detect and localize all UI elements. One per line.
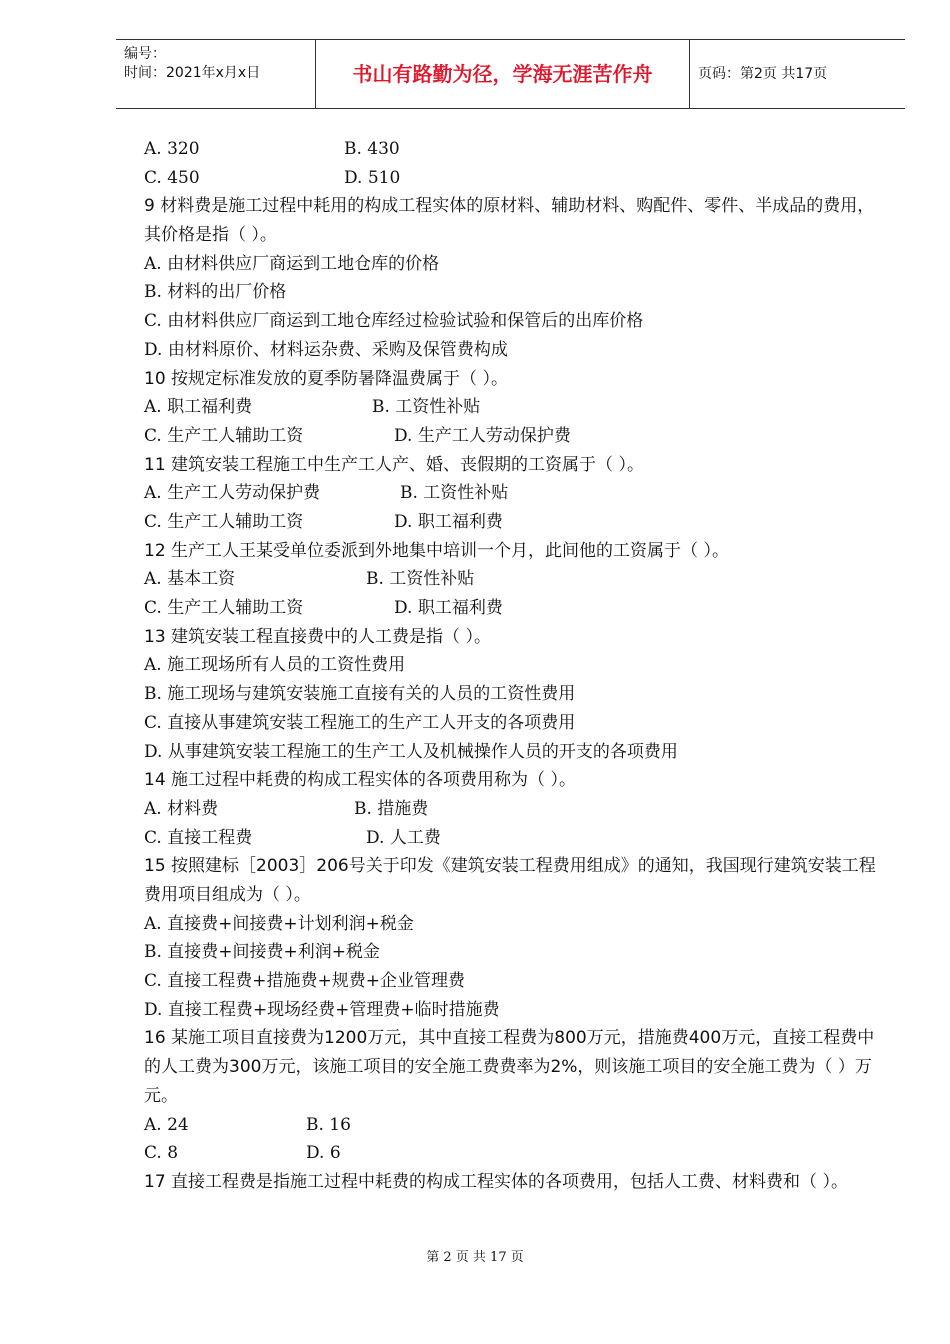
option-c: C. 8 bbox=[144, 1143, 179, 1164]
question-stem: 13 建筑安装工程直接费中的人工费是指（ ）。 bbox=[144, 626, 491, 647]
option-row bbox=[144, 738, 884, 767]
option-a: A. 材料费 bbox=[144, 798, 219, 819]
option-row bbox=[144, 1111, 884, 1140]
option-a: A. 直接费+间接费+计划利润+税金 bbox=[144, 913, 414, 934]
option-c: C. 直接从事建筑安装工程施工的生产工人开支的各项费用 bbox=[144, 712, 576, 733]
page-footer: 第 2 页 共 17 页 bbox=[426, 1250, 524, 1265]
option-row bbox=[144, 795, 884, 824]
question-content bbox=[144, 135, 884, 1197]
option-b: B. 工资性补贴 bbox=[372, 397, 481, 418]
option-row bbox=[144, 250, 884, 279]
question-stem: 15 按照建标［2003］206号关于印发《建筑安装工程费用组成》的通知，我国现行建筑安装工程费用项目组成为（ ）。 bbox=[144, 856, 876, 905]
question-stem: 14 施工过程中耗费的构成工程实体的各项费用称为（ ）。 bbox=[144, 770, 576, 791]
option-row bbox=[144, 651, 884, 680]
option-c: C. 生产工人辅助工资 bbox=[144, 425, 304, 446]
option-row bbox=[144, 680, 884, 709]
option-a: A. 320 bbox=[144, 139, 200, 159]
option-c: C. 直接工程费 bbox=[144, 827, 253, 848]
header-meta bbox=[116, 40, 316, 108]
option-row bbox=[144, 508, 884, 537]
option-row bbox=[144, 709, 884, 738]
option-d: D. 直接工程费+现场经费+管理费+临时措施费 bbox=[144, 999, 500, 1020]
question-stem: 17 直接工程费是指施工过程中耗费的构成工程实体的各项费用，包括人工费、材料费和（ ）。 bbox=[144, 1171, 848, 1192]
option-d: D. 由材料原价、材料运杂费、采购及保管费构成 bbox=[144, 339, 508, 360]
option-d: D. 人工费 bbox=[366, 827, 441, 848]
option-c: C. 直接工程费+措施费+规费+企业管理费 bbox=[144, 971, 465, 992]
option-row bbox=[144, 1139, 884, 1168]
option-b: B. 工资性补贴 bbox=[400, 483, 509, 504]
page-label: 页码：第2页 共17页 bbox=[698, 66, 828, 82]
option-b: B. 16 bbox=[306, 1114, 351, 1135]
question-stem: 12 生产工人王某受单位委派到外地集中培训一个月，此间他的工资属于（ ）。 bbox=[144, 540, 729, 561]
option-b: B. 措施费 bbox=[354, 798, 429, 819]
option-c: C. 由材料供应厂商运到工地仓库经过检验试验和保管后的出库价格 bbox=[144, 311, 644, 332]
option-b: B. 工资性补贴 bbox=[366, 569, 475, 590]
option-a: A. 由材料供应厂商运到工地仓库的价格 bbox=[144, 253, 440, 274]
option-row bbox=[144, 967, 884, 996]
time-label: 时间：2021年x月x日 bbox=[124, 65, 261, 81]
option-a: A. 24 bbox=[144, 1114, 189, 1135]
option-row bbox=[144, 910, 884, 939]
option-row bbox=[144, 336, 884, 365]
option-a: A. 职工福利费 bbox=[144, 397, 253, 418]
option-d: D. 510 bbox=[344, 167, 401, 188]
option-row bbox=[144, 307, 884, 336]
option-row bbox=[144, 278, 884, 307]
option-d: D. 生产工人劳动保护费 bbox=[394, 425, 571, 446]
option-row bbox=[144, 938, 884, 967]
option-d: D. 职工福利费 bbox=[394, 512, 503, 532]
option-a: A. 施工现场所有人员的工资性费用 bbox=[144, 655, 406, 676]
option-c: C. 450 bbox=[144, 167, 200, 188]
option-row bbox=[144, 135, 884, 164]
code-label: 编号： bbox=[124, 46, 166, 62]
option-d: D. 职工福利费 bbox=[394, 598, 503, 619]
option-b: B. 430 bbox=[344, 139, 400, 159]
option-d: D. 6 bbox=[306, 1143, 341, 1164]
option-b: B. 施工现场与建筑安装施工直接有关的人员的工资性费用 bbox=[144, 684, 576, 705]
question-stem: 9 材料费是施工过程中耗用的构成工程实体的原材料、辅助材料、购配件、零件、半成品的费用，其价格是指（ ）。 bbox=[144, 196, 875, 246]
option-row bbox=[144, 594, 884, 623]
question-stem: 16 某施工项目直接费为1200万元，其中直接工程费为800万元，措施费400万元，直接工程费中的人工费为300万元，该施工项目的安全施工费费率为2%，则该施工项目的安全施工费为（ ）万元。 bbox=[144, 1028, 875, 1106]
question-stem: 10 按规定标准发放的夏季防暑降温费属于（ ）。 bbox=[144, 368, 508, 389]
option-row bbox=[144, 393, 884, 422]
option-c: C. 生产工人辅助工资 bbox=[144, 598, 304, 619]
option-a: A. 基本工资 bbox=[144, 569, 236, 590]
option-c: C. 生产工人辅助工资 bbox=[144, 512, 304, 532]
option-a: A. 生产工人劳动保护费 bbox=[144, 483, 321, 504]
motto: 书山有路勤为径，学海无涯苦作舟 bbox=[316, 40, 690, 108]
option-row bbox=[144, 479, 884, 508]
option-d: D. 从事建筑安装工程施工的生产工人及机械操作人员的开支的各项费用 bbox=[144, 741, 678, 762]
option-b: B. 材料的出厂价格 bbox=[144, 282, 287, 303]
option-b: B. 直接费+间接费+利润+税金 bbox=[144, 942, 381, 963]
option-row bbox=[144, 422, 884, 451]
option-row bbox=[144, 996, 884, 1025]
option-row bbox=[144, 824, 884, 853]
question-stem: 11 建筑安装工程施工中生产工人产、婚、丧假期的工资属于（ ）。 bbox=[144, 454, 644, 475]
page-header bbox=[116, 39, 905, 109]
option-row bbox=[144, 164, 884, 193]
option-row bbox=[144, 565, 884, 594]
